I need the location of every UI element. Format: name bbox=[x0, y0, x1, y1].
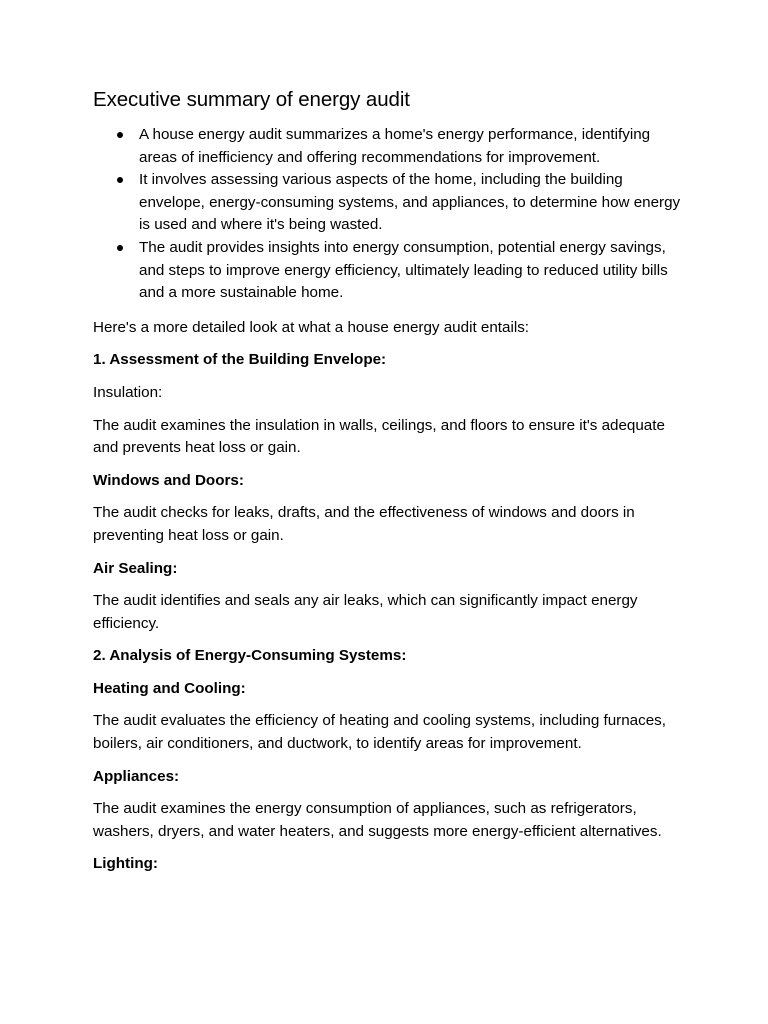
insulation-paragraph: The audit examines the insulation in walls, ceilings, and floors to ensure it's adequate and prevents heat loss or gain. bbox=[93, 416, 665, 457]
appliances-paragraph: The audit examines the energy consumption of appliances, such as refrigerators, washers, dryers, and water heaters, and suggests more energy-efficient alternatives. bbox=[93, 800, 662, 840]
windows-doors-heading: Windows and Doors: bbox=[93, 471, 244, 489]
appliances-heading: Appliances: bbox=[93, 767, 180, 785]
list-item bbox=[93, 237, 683, 305]
air-sealing-paragraph: The audit identifies and seals any air leaks, which can significantly impact energy efficiency. bbox=[93, 592, 638, 632]
list-item bbox=[93, 124, 683, 169]
bullet-text: It involves assessing various aspects of the home, including the building envelope, energy-consuming systems, and appliances, to determine how energy is used and where it's being wasted. bbox=[139, 171, 681, 234]
air-sealing-heading: Air Sealing: bbox=[93, 559, 178, 577]
insulation-label: Insulation: bbox=[93, 383, 163, 401]
bullet-text: A house energy audit summarizes a home's energy performance, identifying areas of inefficiency and offering recommendations for improvement. bbox=[139, 126, 651, 166]
summary-bullet-list bbox=[93, 124, 683, 305]
heating-cooling-paragraph: The audit evaluates the efficiency of heating and cooling systems, including furnaces, boilers, air conditioners, and ductwork, to identify areas for improvement. bbox=[93, 712, 666, 753]
bullet-icon bbox=[117, 132, 123, 138]
document-page bbox=[93, 86, 683, 886]
page-title: Executive summary of energy audit bbox=[93, 88, 410, 111]
bullet-icon bbox=[117, 177, 123, 183]
lighting-heading: Lighting: bbox=[93, 855, 158, 873]
intro-paragraph: Here's a more detailed look at what a house energy audit entails: bbox=[93, 318, 530, 336]
windows-doors-paragraph: The audit checks for leaks, drafts, and the effectiveness of windows and doors in preventing heat loss or gain. bbox=[93, 504, 635, 544]
section-heading-energy-systems: 2. Analysis of Energy-Consuming Systems: bbox=[93, 647, 407, 665]
list-item bbox=[93, 169, 683, 237]
bullet-text: The audit provides insights into energy consumption, potential energy savings, and steps to improve energy efficiency, ultimately leading to reduced utility bills and a more sustainable home. bbox=[139, 238, 668, 302]
heating-cooling-heading: Heating and Cooling: bbox=[93, 679, 246, 697]
section-heading-building-envelope: 1. Assessment of the Building Envelope: bbox=[93, 351, 387, 369]
bullet-icon bbox=[117, 245, 123, 251]
